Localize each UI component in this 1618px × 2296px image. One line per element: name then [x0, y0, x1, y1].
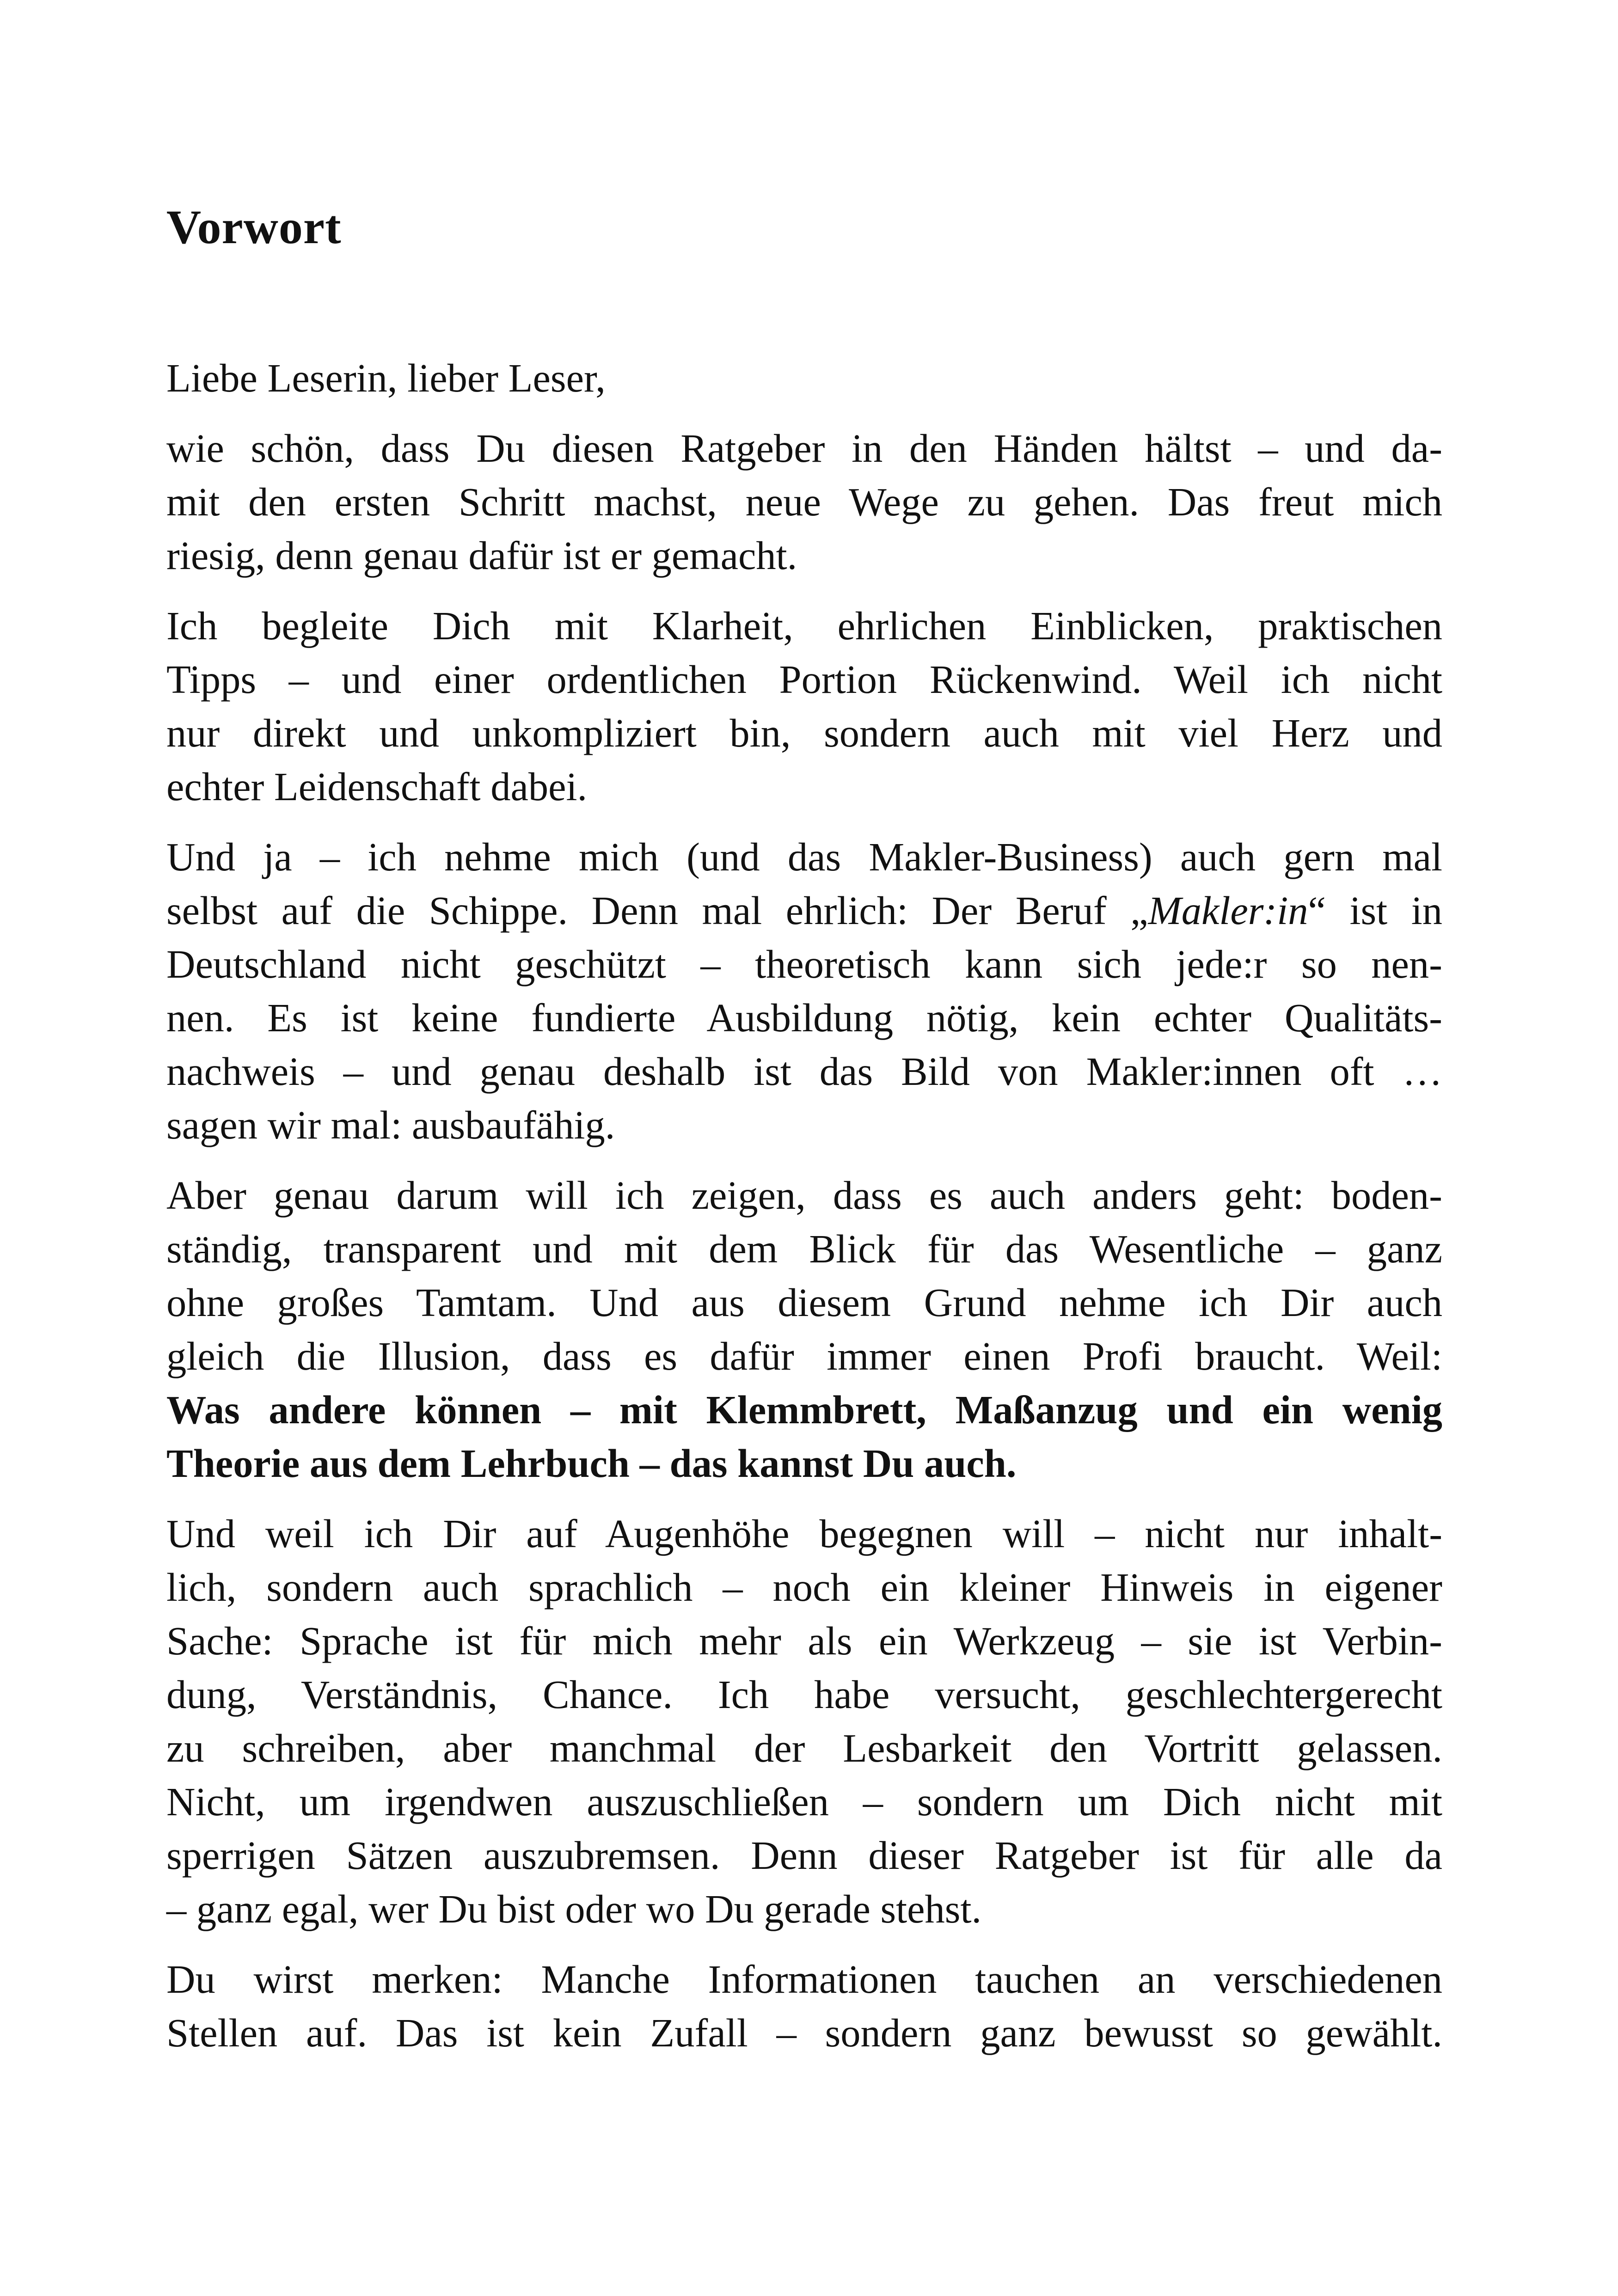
- body-text: [166, 351, 1442, 2076]
- paragraph-3: [166, 830, 1442, 1152]
- text-line: ohne großes Tamtam. Und aus diesem Grund nehme ich Dir auch: [166, 1280, 1442, 1325]
- text-line: lich, sondern auch sprachlich – noch ein kleiner Hinweis in eigener: [166, 1565, 1442, 1610]
- text-line-mixed: [166, 884, 1442, 937]
- paragraph-6: [166, 1953, 1442, 2060]
- text-line: Und ja – ich nehme mich (und das Makler-Business) auch gern mal: [166, 835, 1442, 879]
- text-line: mit den ersten Schritt machst, neue Wege zu gehen. Das freut mich: [166, 480, 1442, 524]
- paragraph-2: [166, 599, 1442, 814]
- text-line: ständig, transparent und mit dem Blick für das Wesentliche – ganz: [166, 1227, 1442, 1271]
- text-line: Nicht, um irgendwen auszuschließen – sondern um Dich nicht mit: [166, 1780, 1442, 1824]
- italic-term: Makler:in: [1148, 888, 1308, 933]
- text-line: nen. Es ist keine fundierte Ausbildung nötig, kein echter Qualitäts-: [166, 996, 1442, 1040]
- text-line: Sache: Sprache ist für mich mehr als ein Werkzeug – sie ist Verbin-: [166, 1619, 1442, 1663]
- text-line: dung, Verständnis, Chance. Ich habe versucht, geschlechtergerecht: [166, 1672, 1442, 1717]
- text-line: Du wirst merken: Manche Informationen tauchen an verschiedenen: [166, 1957, 1442, 2002]
- text-line: nachweis – und genau deshalb ist das Bild von Makler:innen oft …: [166, 1049, 1442, 1094]
- text-line: gleich die Illusion, dass es dafür immer einen Profi braucht. Weil:: [166, 1334, 1442, 1378]
- text-line: Tipps – und einer ordentlichen Portion Rückenwind. Weil ich nicht: [166, 657, 1442, 702]
- text-line: sagen wir mal: ausbaufähig.: [166, 1103, 615, 1147]
- paragraph-5: [166, 1507, 1442, 1936]
- paragraph-1: [166, 422, 1442, 582]
- text-line: wie schön, dass Du diesen Ratgeber in den Händen hältst – und da-: [166, 426, 1442, 471]
- page-title: Vorwort: [166, 201, 342, 254]
- paragraph-4: [166, 1169, 1442, 1490]
- text-line: Aber genau darum will ich zeigen, dass es auch anders geht: boden-: [166, 1173, 1442, 1218]
- text-line: echter Leidenschaft dabei.: [166, 765, 588, 809]
- text-line: – ganz egal, wer Du bist oder wo Du gerade stehst.: [166, 1887, 982, 1931]
- text-line: Ich begleite Dich mit Klarheit, ehrlichen Einblicken, praktischen: [166, 604, 1442, 648]
- text-line: Stellen auf. Das ist kein Zufall – sondern ganz bewusst so gewählt.: [166, 2011, 1442, 2055]
- text-line: nur direkt und unkompliziert bin, sondern auch mit viel Herz und: [166, 711, 1442, 755]
- text-line: Und weil ich Dir auf Augenhöhe begegnen will – nicht nur inhalt-: [166, 1512, 1442, 1556]
- bold-text-line: Was andere können – mit Klemmbrett, Maßanzug und ein wenig: [166, 1388, 1442, 1432]
- text-line: Liebe Leserin, lieber Leser,: [166, 356, 606, 400]
- text-line: sperrigen Sätzen auszubremsen. Denn dieser Ratgeber ist für alle da: [166, 1833, 1442, 1878]
- text-line: zu schreiben, aber manchmal der Lesbarkeit den Vortritt gelassen.: [166, 1726, 1442, 1770]
- text-run: selbst auf die Schippe. Denn mal ehrlich: Der Beruf „: [166, 888, 1148, 933]
- salutation: [166, 351, 1442, 405]
- text-line: riesig, denn genau dafür ist er gemacht.: [166, 533, 797, 578]
- text-run: “ ist in: [1308, 888, 1443, 933]
- bold-text-line: Theorie aus dem Lehrbuch – das kannst Du auch.: [166, 1441, 1017, 1486]
- text-line: Deutschland nicht geschützt – theoretisch kann sich jede:r so nen-: [166, 942, 1442, 986]
